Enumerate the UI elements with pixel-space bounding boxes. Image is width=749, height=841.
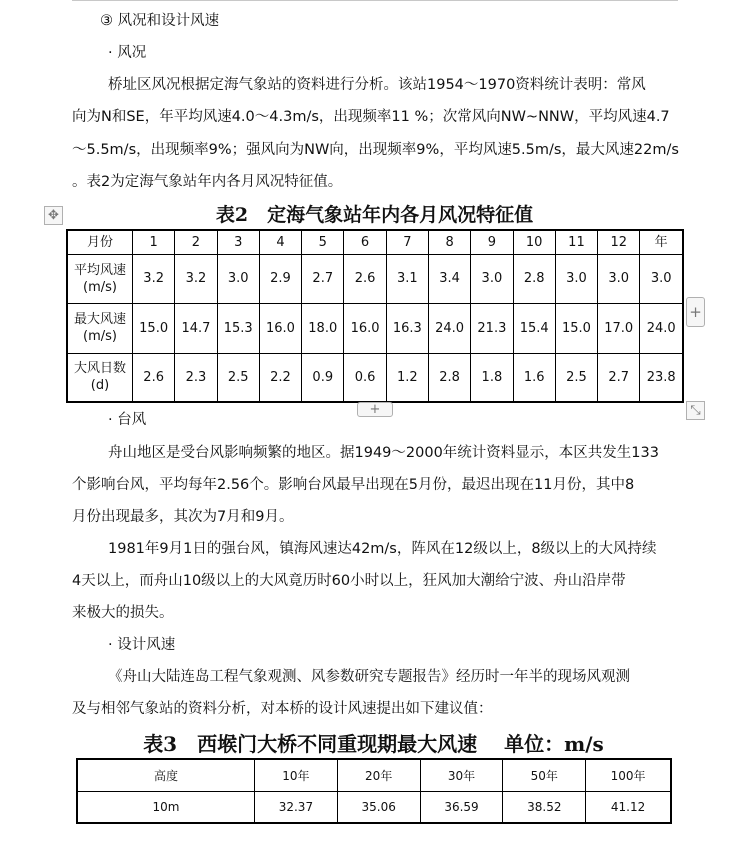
table-cell: 16.3 <box>386 303 428 353</box>
table-row <box>67 303 683 353</box>
table-row <box>77 791 671 823</box>
text-line: ～5.5m/s，出现频率9%；强风向为NW向，出现频率9%，平均风速5.5m/s，最大风速22m/s <box>72 142 679 158</box>
table-row <box>67 254 683 303</box>
table-cell: 36.59 <box>420 791 503 823</box>
row-label-cell <box>67 353 133 402</box>
table-cell: 32.37 <box>255 791 338 823</box>
table-cell: 18.0 <box>302 303 344 353</box>
header-cell: 7 <box>386 230 428 254</box>
table-cell: 2.5 <box>555 353 597 402</box>
table2 <box>66 229 684 403</box>
text-line: 个影响台风，平均每年2.56个。影响台风最早出现在5月份，最迟出现在11月份，其中8 <box>72 477 635 493</box>
header-cell: 12 <box>598 230 640 254</box>
header-cell: 10年 <box>255 759 338 791</box>
header-cell: 3 <box>217 230 259 254</box>
header-cell: 8 <box>428 230 470 254</box>
text-line: 桥址区风况根据定海气象站的资料进行分析。该站1954～1970资料统计表明：常风 <box>108 77 646 93</box>
table-cell: 3.2 <box>133 254 175 303</box>
table-cell: 0.9 <box>302 353 344 402</box>
text-line: 《舟山大陆连岛工程气象观测、风参数研究专题报告》经历时一年半的现场风观测 <box>108 669 630 685</box>
text-line: 1981年9月1日的强台风，镇海风速达42m/s，阵风在12级以上，8级以上的大风持续 <box>108 541 657 557</box>
header-cell: 30年 <box>420 759 503 791</box>
table-cell: 1.8 <box>471 353 513 402</box>
table-cell: 10m <box>77 791 255 823</box>
table-cell: 3.2 <box>175 254 217 303</box>
table-cell: 2.7 <box>302 254 344 303</box>
table-cell: 17.0 <box>598 303 640 353</box>
header-cell: 高度 <box>77 759 255 791</box>
table-cell: 2.8 <box>428 353 470 402</box>
row-unit: (m/s) <box>83 279 117 295</box>
page-top-border <box>72 0 678 1</box>
move-arrows-icon[interactable]: ✥ <box>44 206 63 225</box>
row-label-cell <box>67 254 133 303</box>
resize-diagonal-icon[interactable]: ⤡ <box>686 401 705 420</box>
table-cell: 2.6 <box>344 254 386 303</box>
table-row <box>67 353 683 402</box>
table-cell: 2.2 <box>259 353 301 402</box>
table-cell: 15.0 <box>555 303 597 353</box>
table-cell: 14.7 <box>175 303 217 353</box>
table-cell: 24.0 <box>428 303 470 353</box>
table-cell: 2.3 <box>175 353 217 402</box>
table-cell: 15.3 <box>217 303 259 353</box>
header-cell: 11 <box>555 230 597 254</box>
table-cell: 15.0 <box>133 303 175 353</box>
table-cell: 41.12 <box>586 791 671 823</box>
header-cell: 9 <box>471 230 513 254</box>
table-cell: 3.0 <box>217 254 259 303</box>
row-label: 最大风速 <box>73 312 126 327</box>
text-line: 4天以上，而舟山10级以上的大风竟历时60小时以上，狂风加大潮给宁波、舟山沿岸带 <box>72 573 626 589</box>
header-cell: 100年 <box>586 759 671 791</box>
table-cell: 3.4 <box>428 254 470 303</box>
row-unit: (m/s) <box>83 329 117 344</box>
table-cell: 35.06 <box>337 791 420 823</box>
table-cell: 2.5 <box>217 353 259 402</box>
text-line: 月份出现最多，其次为7月和9月。 <box>72 509 294 525</box>
row-unit: (d) <box>90 378 110 394</box>
table-cell: 0.6 <box>344 353 386 402</box>
table-cell: 3.0 <box>598 254 640 303</box>
table-cell: 2.8 <box>513 254 555 303</box>
text-line: 向为N和SE，年平均风速4.0～4.3m/s，出现频率11 %；次常风向NW~NNW，平均风速4.7 <box>72 109 670 125</box>
row-label-cell <box>67 303 133 353</box>
table-cell: 3.0 <box>640 254 683 303</box>
subheading-wind: · 风况 <box>108 45 147 61</box>
table-cell: 2.9 <box>259 254 301 303</box>
header-cell: 1 <box>133 230 175 254</box>
text-line: 。表2为定海气象站年内各月风况特征值。 <box>72 174 343 190</box>
table-cell: 38.52 <box>503 791 586 823</box>
table-cell: 1.2 <box>386 353 428 402</box>
subheading-typhoon: · 台风 <box>108 412 147 428</box>
header-cell: 5 <box>302 230 344 254</box>
table-cell: 3.0 <box>555 254 597 303</box>
table-cell: 3.0 <box>471 254 513 303</box>
text-line: 及与相邻气象站的资料分析，对本桥的设计风速提出如下建议值： <box>72 701 493 717</box>
text-line: 来极大的损失。 <box>72 605 174 621</box>
table-cell: 23.8 <box>640 353 683 402</box>
table-cell: 16.0 <box>344 303 386 353</box>
section-heading: ③ 风况和设计风速 <box>100 13 220 29</box>
table-header-row <box>67 230 683 254</box>
table3 <box>76 758 672 824</box>
header-cell: 2 <box>175 230 217 254</box>
subheading-design-wind: · 设计风速 <box>108 637 176 653</box>
header-cell: 4 <box>259 230 301 254</box>
header-cell: 10 <box>513 230 555 254</box>
table-cell: 21.3 <box>471 303 513 353</box>
header-cell: 6 <box>344 230 386 254</box>
header-cell: 20年 <box>337 759 420 791</box>
text-line: 舟山地区是受台风影响频繁的地区。据1949～2000年统计资料显示，本区共发生133 <box>108 445 659 461</box>
table2-title: 表2 定海气象站年内各月风况特征值 <box>215 204 534 226</box>
header-cell: 年 <box>640 230 683 254</box>
table-cell: 3.1 <box>386 254 428 303</box>
table-header-row <box>77 759 671 791</box>
row-label: 平均风速 <box>73 262 126 278</box>
table-cell: 2.7 <box>598 353 640 402</box>
table-cell: 24.0 <box>640 303 683 353</box>
header-cell: 月份 <box>67 230 133 254</box>
table-cell: 16.0 <box>259 303 301 353</box>
table3-title: 表3 西堠门大桥不同重现期最大风速 单位：m/s <box>143 732 604 756</box>
table-cell: 2.6 <box>133 353 175 402</box>
table-cell: 15.4 <box>513 303 555 353</box>
plus-icon[interactable]: + <box>686 297 705 327</box>
table-cell: 1.6 <box>513 353 555 402</box>
row-label: 大风日数 <box>73 361 126 377</box>
plus-icon[interactable]: + <box>357 402 393 417</box>
header-cell: 50年 <box>503 759 586 791</box>
